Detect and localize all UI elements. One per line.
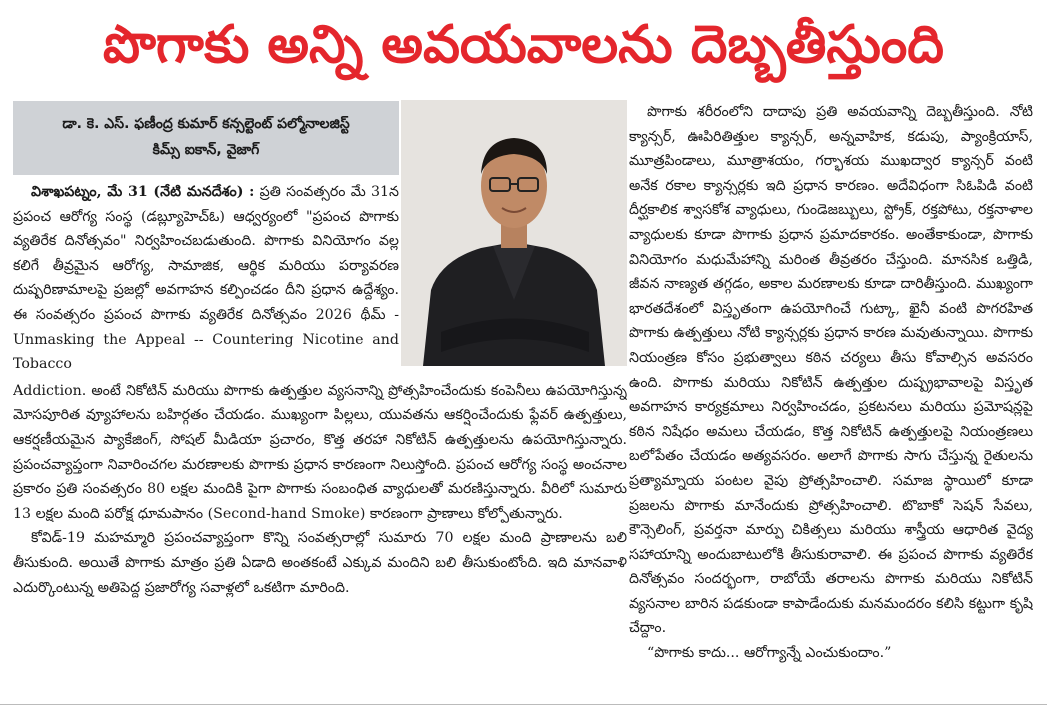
dateline: విశాఖపట్నం, మే 31 (నేటి మనదేశం) : bbox=[31, 184, 255, 200]
portrait-photo-icon bbox=[401, 100, 627, 366]
article-paragraph-effects: పొగాకు శరీరంలోని దాదాపు ప్రతి అవయవాన్ని దెబ్బతీస్తుంది. నోటి క్యాన్సర్, ఊపిరితిత్తుల క్యాన్సర్, అన్నవాహిక, కడుపు, ప్యాంక్రియాస్, మూత్రపిండాలు, మూత్రాశయం, గర్భాశయ ముఖద్వార క్యాన్సర్ వంటి అనేక రకాల క్యాన్సర్లకు ఇది ప్రధాన కారణం. అదేవిధంగా సిఓపిడి వంటి దీర్ఘకాలిక శ్వాసకోశ వ్యాధులు, గుండెజబ్బులు, స్ట్రోక్, రక్తపోటు, రక్తనాళాల వ్యాధులకు కూడా పొగాకు ప్రధాన ప్రమాదకారకం. అంతేకాకుండా, పొగాకు వినియోగం మధుమేహాన్ని మరింత తీవ్రతరం చేస్తుంది. మానసిక ఒత్తిడి, జీవన నాణ్యత తగ్గడం, అకాల మరణాలకు కూడా దారితీస్తుంది. ముఖ్యంగా భారతదేశంలో విస్తృతంగా ఉపయోగించే గుట్కా, ఖైనీ వంటి పొగరహిత పొగాకు ఉత్పత్తులు నోటి క్యాన్సర్లకు ప్రధాన కారణ మవుతున్నాయి. పొగాకు నియంత్రణ కోసం ప్రభుత్వాలు కఠిన చర్యలు తీసు కోవాల్సిన అవసరం ఉంది. పొగాకు మరియు నికోటిన్ ఉత్పత్తుల దుష్ప్రభావాలపై విస్తృత అవగాహన కార్యక్రమాలు నిర్వహించడం, ప్రకటనలు మరియు ప్రమోషన్లపై కఠిన నిషేధం అమలు చేయడం, కొత్త నికోటిన్ ఉత్పత్తులపై నియంత్రణలు బలోపేతం చేయడం అత్యవసరం. అలాగే పొగాకు సాగు చేస్తున్న రైతులను ప్రత్యామ్నాయ పంటల వైపు ప్రోత్సహించాలి. సమాజ స్థాయిలో కూడా ప్రజలను పొగాకు మానేందుకు ప్రోత్సహించాలి. టొబాకో సెషన్ సేవలు, కౌన్సెలింగ్, ప్రవర్తనా మార్పు చికిత్సలు మరియు శాస్త్రీయ ఆధారిత వైద్య సహాయాన్ని అందుబాటులోకి తీసుకురావాలి. ఈ ప్రపంచ పొగాకు వ్యతిరేక దినోత్సవం సందర్భంగా, రాబోయే తరాలను పొగాకు మరియు నికోటిన్ వ్యసనాల బారిన పడకుండా కాపాడేందుకు మనమందరం కలిసి కట్టుగా కృషి చేద్దాం. bbox=[629, 104, 1033, 637]
article-column-right bbox=[629, 100, 1033, 666]
article-paragraph-intro: ప్రతి సంవత్సరం మే 31న ప్రపంచ ఆరోగ్య సంస్థ (డబ్ల్యూహెచ్ఓ) ఆధ్వర్యంలో "ప్రపంచ పొగాకు వ్యతిరేక దినోత్సవం" నిర్వహించబడుతుంది. పొగాకు వినియోగం వల్ల కలిగే తీవ్రమైన ఆరోగ్య, సామాజిక, ఆర్థిక మరియు పర్యావరణ దుష్పరిణామాలపై ప్రజల్లో అవగాహన కల్పించడం దీని ప్రధాన ఉద్దేశ్యం. ఈ సంవత్సరం ప్రపంచ పొగాకు వ్యతిరేక దినోత్సవం 2026 థీమ్ -Unmasking the Appeal -- Countering Nicotine and Tobacco bbox=[13, 184, 399, 373]
byline-author: డా. కె. ఎస్. ఫణీంద్ర కుమార్ కన్సల్టెంట్ పల్మోనాలజిస్ట్ bbox=[62, 116, 350, 132]
author-photo bbox=[401, 100, 627, 366]
article-paragraph-covid: కోవిడ్-19 మహమ్మారి ప్రపంచవ్యాప్తంగా కొన్ని సంవత్సరాల్లో సుమారు 70 లక్షల మంది ప్రాణాలను బలి తీసుకుంది. అయితే పొగాకు మాత్రం ప్రతి ఏడాది అంతకంటే ఎక్కువ మందిని బలి తీసుకుంటోంది. ఇది మానవాళి ఎదుర్కొంటున్న అతిపెద్ద ప్రజారోగ్య సవాళ్లలో ఒకటిగా మారింది. bbox=[13, 530, 627, 596]
article-column-left-top bbox=[13, 180, 399, 377]
article-column-left-bottom bbox=[13, 379, 627, 600]
article-closing-quote: “పొగాకు కాదు... ఆరోగ్యాన్నే ఎంచుకుందాం.” bbox=[647, 645, 892, 662]
byline-box bbox=[13, 101, 399, 175]
article-paragraph-addiction: Addiction. అంటే నికోటిన్ మరియు పొగాకు ఉత్పత్తుల వ్యసనాన్ని ప్రోత్సహించేందుకు కంపెనీలు ఉపయోగిస్తున్న మోసపూరిత వ్యూహాలను బహిర్గతం చేయడం. ముఖ్యంగా పిల్లలు, యువతను ఆకర్షించేందుకు ఫ్లేవర్ ఉత్పత్తులు, ఆకర్షణీయమైన ప్యాకేజింగ్, సోషల్ మీడియా ప్రచారం, కొత్త తరహా నికోటిన్ ఉత్పత్తులను ఉపయోగిస్తున్నారు. ప్రపంచవ్యాప్తంగా నివారించగల మరణాలకు పొగాకు ప్రధాన కారణంగా నిలుస్తోంది. ప్రపంచ ఆరోగ్య సంస్థ అంచనాల ప్రకారం ప్రతి సంవత్సరం 80 లక్షల మందికి పైగా పొగాకు సంబంధిత వ్యాధులతో మరణిస్తున్నారు. వీరిలో సుమారు 13 లక్షల మంది పరోక్ష ధూమపానం (Second-hand Smoke) కారణంగా ప్రాణాలు కోల్పోతున్నారు. bbox=[13, 382, 627, 522]
byline-affiliation: కిమ్స్ ఐకాన్, వైజాగ్ bbox=[152, 142, 260, 158]
headline: పొగాకు అన్ని అవయవాలను దెబ్బతీస్తుంది bbox=[102, 15, 945, 75]
bottom-divider bbox=[0, 704, 1047, 705]
